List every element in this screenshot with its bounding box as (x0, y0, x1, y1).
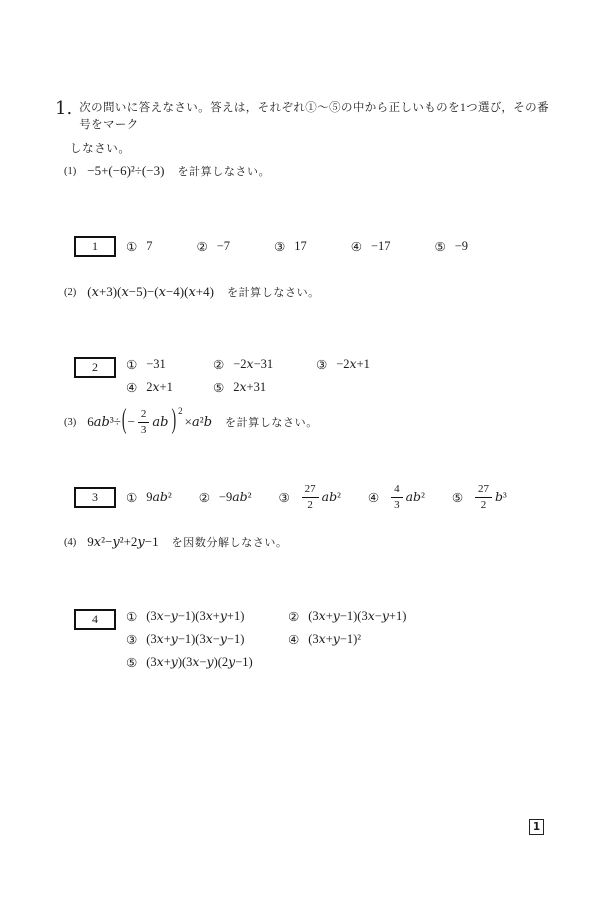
circled-3-icon: ③ (274, 239, 286, 254)
q3-expr-post: ×a²b (184, 414, 213, 431)
q1-option-1: ① 7 (126, 239, 153, 254)
q1-option-4: ④ −17 (350, 239, 391, 254)
question-1-label: (1) (64, 165, 77, 177)
question-3-statement (64, 405, 318, 437)
question-3-suffix: を計算しなさい。 (225, 417, 318, 430)
page-number: 1 (529, 819, 544, 835)
q3-frac-after: ab (152, 415, 169, 431)
answer-box-1: 1 (74, 236, 116, 257)
circled-4-icon: ④ (367, 489, 380, 505)
fraction: $\frac{4}{3}$ (391, 483, 403, 511)
circled-4-icon: ④ (126, 379, 138, 395)
circled-5-icon: ⑤ (213, 379, 225, 395)
circled-2-icon: ② (196, 239, 208, 254)
circled-2-icon: ② (198, 489, 210, 505)
circled-2-icon: ② (288, 608, 300, 624)
circled-5-icon: ⑤ (126, 654, 138, 670)
section-heading (55, 100, 560, 156)
question-2-statement (64, 284, 320, 300)
question-3-label: (3) (64, 416, 77, 428)
q4-option-3: ③ (3x+y−1)(3x−y−1) (126, 631, 245, 647)
fraction: $\frac{27}{2}$ (475, 483, 492, 511)
instructions-line1: 次の問いに答えなさい。答えは，それぞれ①～⑤の中から正しいものを1つ選び，その番号をマーク (79, 102, 549, 131)
question-2-suffix: を計算しなさい。 (226, 287, 320, 299)
fraction: $\frac{27}{2}$ (302, 483, 319, 511)
question-4-label: (4) (64, 536, 77, 548)
q3-option-3: ③ $\frac{27}{2}$ ab² (278, 483, 341, 511)
q4-option-4: ④ (3x+y−1)² (288, 631, 362, 647)
q3-option-4: ④ $\frac{4}{3}$ ab² (367, 483, 425, 511)
question-1-suffix: を計算しなさい。 (177, 166, 271, 178)
circled-1-icon: ① (126, 239, 138, 254)
circled-2-icon: ② (213, 356, 225, 372)
circled-1-icon: ① (126, 608, 138, 624)
circled-5-icon: ⑤ (451, 489, 464, 505)
q4-option-1: ① (3x−y−1)(3x+y+1) (126, 608, 245, 624)
q2-option-3: ③ −2x+1 (316, 356, 370, 372)
question-1-statement (64, 163, 270, 179)
circled-4-icon: ④ (288, 631, 300, 647)
question-4-statement (64, 534, 288, 550)
answer-row-1 (74, 236, 468, 257)
q2-option-4: ④ 2x+1 (126, 379, 173, 395)
q1-option-5: ⑤ −9 (434, 239, 469, 254)
section-number: 1. (55, 98, 73, 119)
q1-option-2: ② −7 (196, 239, 230, 254)
circled-5-icon: ⑤ (434, 239, 446, 254)
question-4-expression: 9 x ²− y ²+2 y −1 (87, 534, 159, 550)
question-4-suffix: を因数分解しなさい。 (171, 537, 288, 549)
answer-box-2: 2 (74, 357, 116, 378)
instructions-line2: しなさい。 (70, 143, 131, 155)
circled-4-icon: ④ (350, 239, 362, 254)
question-2-expression: ( x +3)( x −5)−( x −4)( x +4) (87, 284, 214, 300)
circled-1-icon: ① (126, 356, 138, 372)
q2-option-1: ① −31 (126, 356, 166, 372)
left-paren: ( (121, 405, 127, 437)
q4-option-5: ⑤ (3x+y)(3x−y)(2y−1) (126, 654, 253, 670)
exponent: 2 (178, 406, 183, 417)
minus-sign: − (127, 414, 135, 430)
q3-option-1: ① 9ab² (126, 489, 172, 505)
q3-option-2: ② −9ab² (198, 489, 252, 505)
q2-option-5: ⑤ 2x+31 (213, 379, 267, 395)
circled-1-icon: ① (126, 489, 138, 505)
fraction: $\frac{2}{3}$ (138, 408, 150, 436)
answer-row-3 (74, 483, 507, 511)
q4-option-2: ② (3x+y−1)(3x−y+1) (288, 608, 407, 624)
q3-option-5: ⑤ $\frac{27}{2}$ b³ (451, 483, 507, 511)
answer-row-4 (74, 608, 406, 670)
answer-row-2 (74, 356, 370, 395)
circled-3-icon: ③ (278, 489, 290, 505)
question-2-label: (2) (64, 286, 77, 298)
question-1-expression: −5+(−6)²÷(−3) (87, 163, 165, 178)
answer-box-4: 4 (74, 609, 116, 630)
q2-option-2: ② −2x−31 (213, 356, 274, 372)
circled-3-icon: ③ (316, 356, 328, 372)
answer-box-3: 3 (74, 487, 116, 508)
circled-3-icon: ③ (126, 631, 138, 647)
q3-expr-pre: 6ab³÷ (87, 414, 121, 431)
q1-option-3: ③ 17 (274, 239, 307, 254)
right-paren: ) (171, 405, 177, 437)
